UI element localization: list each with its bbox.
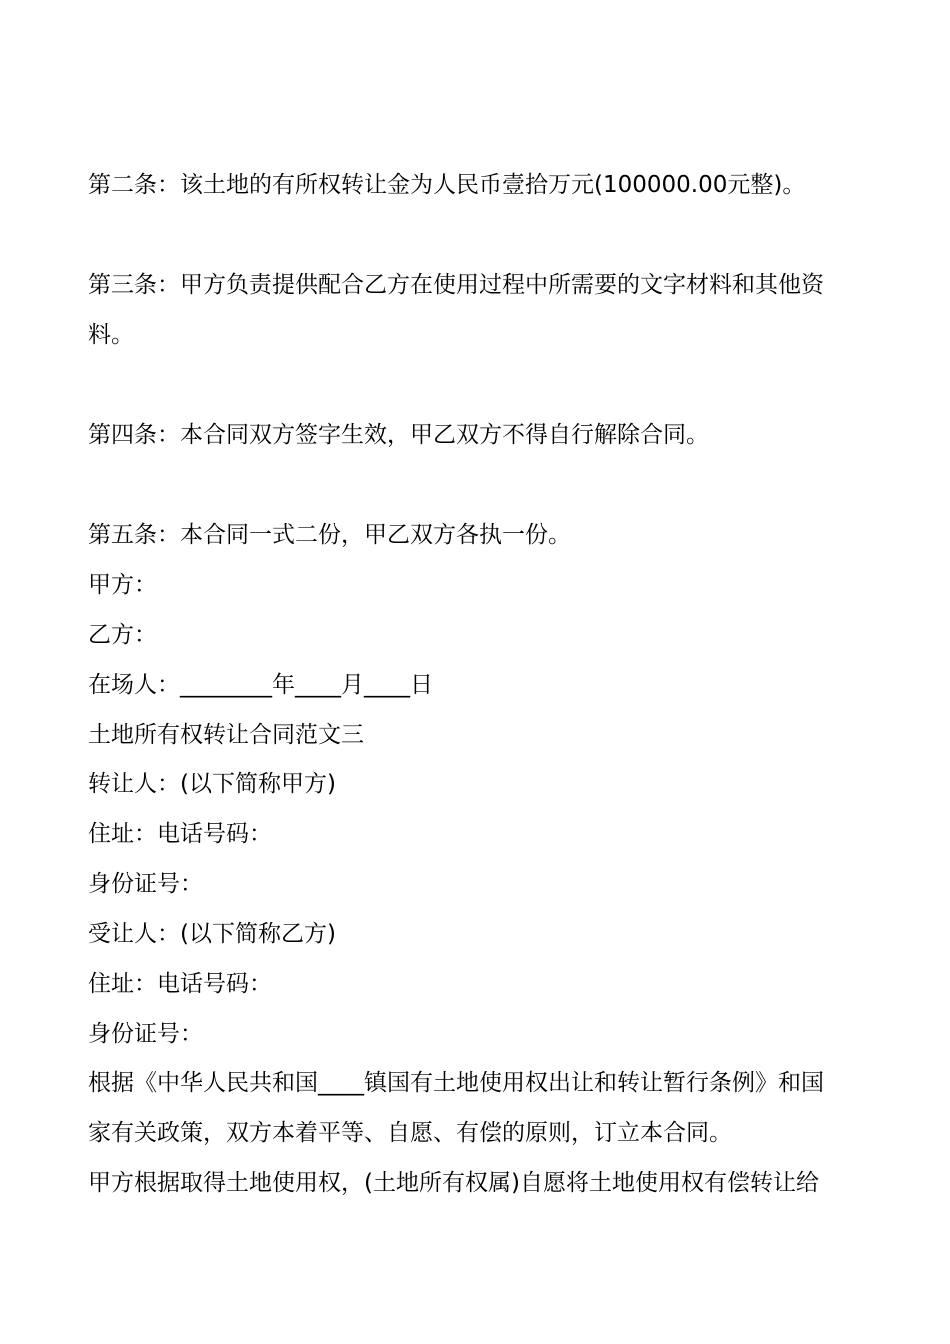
- preamble-line-2: 家有关政策，双方本着平等、自愿、有偿的原则，订立本合同。: [88, 1120, 732, 1146]
- transferee-label: 受让人：(以下简称乙方): [88, 921, 336, 947]
- transferor-id-number: 身份证号：: [88, 871, 203, 897]
- transferor-address-phone: 住址：电话号码：: [88, 821, 272, 847]
- clause-4: 第四条：本合同双方签字生效，甲乙双方不得自行解除合同。: [88, 422, 709, 448]
- clause-3-line-1: 第三条：甲方负责提供配合乙方在使用过程中所需要的文字材料和其他资: [88, 272, 824, 298]
- section-title: 土地所有权转让合同范文三: [88, 722, 364, 748]
- body-paragraph-line-1: 甲方根据取得土地使用权，(土地所有权属)自愿将土地使用权有偿转让给: [88, 1170, 819, 1196]
- witness-date-line: 在场人：________年____月____日: [88, 672, 433, 698]
- party-a-signature: 甲方：: [88, 572, 157, 598]
- preamble-line-1: 根据《中华人民共和国____镇国有土地使用权出让和转让暂行条例》和国: [88, 1070, 824, 1096]
- transferor-label: 转让人：(以下简称甲方): [88, 771, 336, 797]
- clause-5: 第五条：本合同一式二份，甲乙双方各执一份。: [88, 522, 571, 548]
- party-b-signature: 乙方：: [88, 622, 157, 648]
- transferee-id-number: 身份证号：: [88, 1021, 203, 1047]
- clause-3-line-2: 料。: [88, 322, 134, 348]
- clause-2: 第二条：该土地的有所权转让金为人民币壹拾万元(100000.00元整)。: [88, 172, 806, 198]
- transferee-address-phone: 住址：电话号码：: [88, 971, 272, 997]
